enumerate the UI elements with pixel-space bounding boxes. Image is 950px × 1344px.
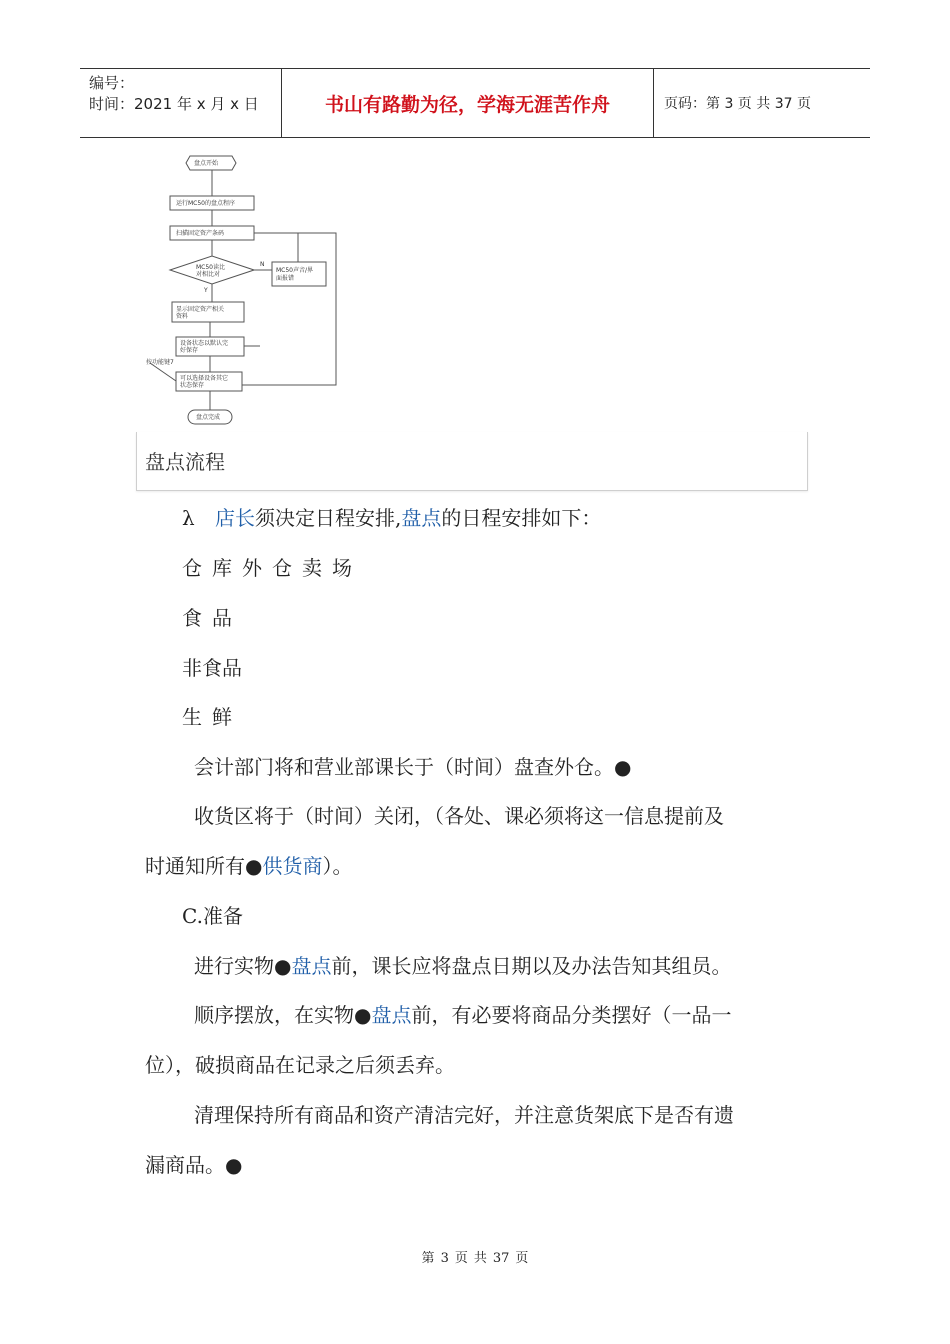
- flow-alert-label-1: MC50声音/界: [276, 267, 314, 274]
- link-store-manager[interactable]: 店长: [215, 506, 256, 530]
- line1-mid: 须决定日程安排,: [255, 506, 402, 530]
- header-page-number: 页码：第 3 页 共 37 页: [664, 96, 811, 112]
- header-meta: [80, 69, 282, 137]
- body-line-1: [182, 506, 601, 530]
- footer-total-pages: 37: [492, 1251, 510, 1266]
- link-inventory-3[interactable]: 盘点: [371, 1003, 412, 1027]
- body-line-6: 会计部门将和营业部课长于（时间）盘查外仓。●: [194, 755, 632, 779]
- flow-step4-label-2: 好保存: [180, 347, 199, 354]
- body-line-3: 食品: [182, 606, 242, 630]
- footer-word-2: 页: [454, 1251, 468, 1266]
- page-footer: [0, 1247, 950, 1266]
- line11-prefix: 顺序摆放，在实物●: [194, 1003, 372, 1027]
- body-line-14: 漏商品。●: [145, 1153, 243, 1177]
- figure-caption: 盘点流程: [145, 450, 225, 474]
- doc-time-label: 时间：2021 年 x 月 x 日: [89, 95, 259, 113]
- header-motto: 书山有路勤为径，学海无涯苦作舟: [282, 69, 654, 137]
- flow-step2-label: 扫描固定资产条码: [176, 230, 225, 237]
- link-inventory-1[interactable]: 盘点: [401, 506, 442, 530]
- flow-step5-label-2: 状态保存: [180, 382, 205, 389]
- footer-word-4: 页: [515, 1251, 529, 1266]
- flow-end-label: 盘点完成: [196, 414, 221, 421]
- section-heading-c: C.准备: [182, 904, 243, 928]
- footer-word-1: 第: [421, 1251, 435, 1266]
- flow-step3-label-1: 显示固定资产相关: [176, 306, 225, 313]
- link-supplier[interactable]: 供货商: [262, 854, 323, 878]
- bullet-lambda: λ: [182, 506, 195, 530]
- line10-suffix: 前，课长应将盘点日期以及办法告知其组员。: [331, 954, 732, 978]
- line1-suffix: 的日程安排如下：: [441, 506, 602, 530]
- line10-prefix: 进行实物●: [194, 954, 292, 978]
- footer-word-3: 共: [473, 1251, 487, 1266]
- flow-alert-label-2: 面报错: [276, 275, 295, 282]
- flow-step5-label-1: 可以选择设备其它: [180, 375, 229, 382]
- flow-decision-label-2: 对相比对: [196, 271, 221, 278]
- footer-page-num: 3: [440, 1251, 449, 1266]
- flow-alert-box: [272, 262, 326, 286]
- page-header: [80, 68, 870, 138]
- doc-number-label: 编号：: [89, 74, 135, 92]
- flow-no-label: N: [260, 261, 265, 268]
- body-line-13: 清理保持所有商品和资产清洁完好，并注意货架底下是否有遗: [194, 1103, 734, 1127]
- body-line-8: [145, 854, 352, 878]
- line8-suffix: ）。: [322, 854, 353, 878]
- line8-prefix: 时通知所有●: [145, 854, 263, 878]
- flow-step3-label-2: 资料: [176, 313, 189, 320]
- flow-step1-label: 运行MC50的盘点程序: [176, 200, 236, 207]
- body-line-10: [194, 954, 731, 978]
- flow-step4-label-1: 设备状态以默认完: [180, 340, 229, 347]
- body-line-11: [194, 1003, 731, 1027]
- line11-suffix: 前，有必要将商品分类摆好（一品一: [411, 1003, 732, 1027]
- body-line-5: 生鲜: [182, 705, 242, 729]
- flowchart-image: [140, 152, 350, 434]
- flow-yes-label: Y: [204, 287, 208, 294]
- body-line-4: 非食品: [182, 656, 242, 680]
- flow-side-note: 按功能键7: [146, 359, 174, 366]
- body-line-7: 收货区将于（时间）关闭，（各处、课必须将这一信息提前及: [194, 804, 724, 828]
- figure-caption-box: [136, 432, 808, 491]
- flow-start-label: 盘点开始: [194, 160, 219, 167]
- link-inventory-2[interactable]: 盘点: [291, 954, 332, 978]
- body-line-2: 仓库外仓卖场: [182, 556, 362, 580]
- body-line-12: 位），破损商品在记录之后须丢弃。: [145, 1053, 455, 1077]
- flow-decision-label-1: MC50读比: [196, 264, 226, 271]
